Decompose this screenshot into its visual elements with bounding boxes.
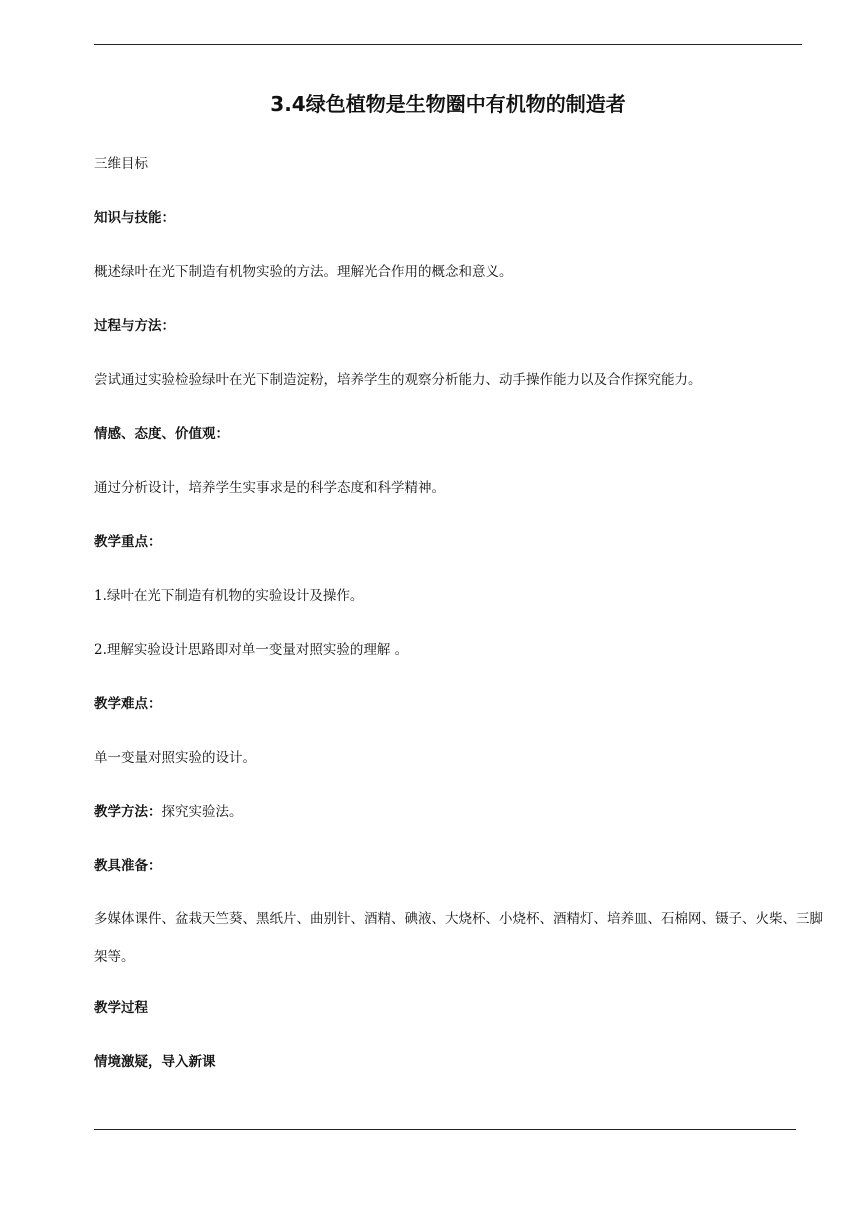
method-label: 教学方法： [94, 804, 162, 820]
teaching-process-heading: 教学过程 [94, 1000, 148, 1016]
key-points-heading: 教学重点： [94, 534, 162, 550]
objectives-heading: 三维目标 [94, 156, 148, 172]
materials-heading: 教具准备： [94, 858, 162, 874]
emotion-heading: 情感、态度、价值观： [94, 426, 229, 442]
knowledge-heading: 知识与技能： [94, 210, 175, 226]
key-point-item: 1.绿叶在光下制造有机物的实验设计及操作。 [94, 588, 364, 604]
process-heading: 过程与方法： [94, 318, 175, 334]
key-point-item: 2.理解实验设计思路即对单一变量对照实验的理解 。 [94, 642, 409, 658]
process-text: 尝试通过实验检验绿叶在光下制造淀粉，培养学生的观察分析能力、动手操作能力以及合作探究能力。 [94, 372, 702, 388]
method-line [94, 802, 824, 822]
header-rule [94, 44, 802, 45]
page-title: 3.4绿色植物是生物圈中有机物的制造者 [270, 92, 626, 116]
footer-rule [94, 1129, 796, 1130]
knowledge-text: 概述绿叶在光下制造有机物实验的方法。理解光合作用的概念和意义。 [94, 264, 513, 280]
materials-text: 多媒体课件、盆栽天竺葵、黑纸片、曲别针、酒精、碘液、大烧杯、小烧杯、酒精灯、培养皿、石棉网、镊子、火柴、三脚架等。 [94, 911, 823, 965]
method-text: 探究实验法。 [161, 804, 243, 820]
difficulty-heading: 教学难点： [94, 696, 162, 712]
difficulty-text: 单一变量对照实验的设计。 [94, 750, 256, 766]
intro-heading: 情境激疑，导入新课 [94, 1054, 216, 1070]
emotion-text: 通过分析设计，培养学生实事求是的科学态度和科学精神。 [94, 480, 445, 496]
